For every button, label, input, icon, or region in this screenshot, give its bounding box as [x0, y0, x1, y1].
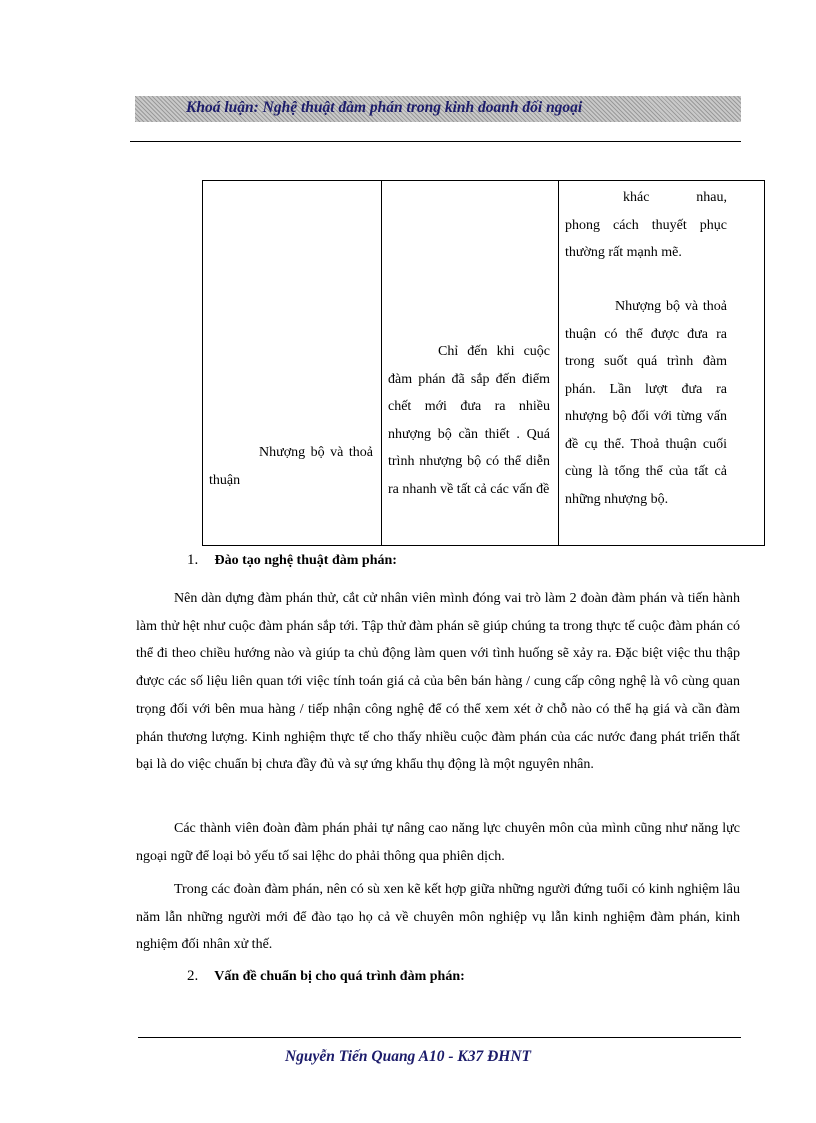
body-paragraph: Trong các đoàn đàm phán, nên có sù xen kẽ kết hợp giữa những người đứng tuổi có kinh nghiệm lâu năm lẫn những người mới để đào tạo họ cả về chuyên môn nghiệp vụ lẫn kinh nghiệm đàm phán, kinh nghiệm đối nhân xử thế.: [136, 882, 740, 953]
section-number: 1.: [187, 552, 199, 568]
table-cell-text: khác nhau,: [623, 190, 727, 205]
section-heading-2: [187, 968, 465, 985]
table-cell-text: Nhượng bộ và thoả thuận có thể được đưa ra trong suốt quá trình đàm phán. Lần lượt đưa ra nhượng bộ đối với từng vấn đề cụ thể. Thoả thuận cuối cùng là tổng thể của tất cả những nhượng bộ.: [565, 299, 727, 507]
section-number: 2.: [187, 968, 199, 984]
table-cell-text: phong cách thuyết phục thường rất mạnh mẽ.: [565, 217, 727, 260]
table-cell-col3-top: [565, 184, 727, 267]
footer-rule: [138, 1037, 741, 1038]
section-title: Vấn đề chuẩn bị cho quá trình đàm phán:: [214, 969, 465, 984]
section-heading-1: [187, 552, 397, 569]
table-cell-text: Chỉ đến khi cuộc đàm phán đã sắp đến điểm chết mới đưa ra nhiều nhượng bộ cần thiết . Quá trình nhượng bộ có thể diễn ra nhanh về tất cả các vấn đề: [388, 344, 550, 497]
table-cell-col3-bottom: [565, 293, 727, 513]
body-paragraph: Các thành viên đoàn đàm phán phải tự nâng cao năng lực chuyên môn của mình cũng như năng lực ngoại ngữ để loại bỏ yếu tố sai lệhc do phải thông qua phiên dịch.: [136, 821, 740, 864]
section-title: Đào tạo nghệ thuật đàm phán:: [214, 553, 397, 568]
page-footer-author: Nguyễn Tiến Quang A10 - K37 ĐHNT: [284, 1048, 531, 1065]
comparison-table: [202, 180, 765, 546]
header-rule: [130, 141, 741, 142]
table-column-divider: [558, 181, 559, 545]
page-header-title: Khoá luận: Nghệ thuật đàm phán trong kinh doanh đối ngoại: [186, 99, 583, 116]
table-cell-col2: [388, 338, 550, 503]
body-paragraph: Nên dàn dựng đàm phán thử, cắt cử nhân viên mình đóng vai trò làm 2 đoàn đàm phán và tiến hành làm thử hệt như cuộc đàm phán sắp tới. Tập thử đàm phán sẽ giúp chúng ta trong thực tế cuộc đàm phán có thể đi theo chiều hướng nào và giúp ta chủ động làm quen với tình huống sẽ xảy ra. Đặc biệt việc thu thập được các số liệu liên quan tới việc tính toán giá cả của bên bán hàng / cung cấp công nghệ là vô cùng quan trọng đối với bên mua hàng / tiếp nhận công nghệ để có thể xem xét ở chỗ nào có thể hạ giá và cần đàm phán thương lượng. Kinh nghiệm thực tế cho thấy nhiều cuộc đàm phán của các nước đang phát triển thất bại là do việc chuẩn bị chưa đầy đủ và sự ứng khẩu thụ động là một nguyên nhân.: [136, 591, 740, 773]
table-cell-criterion: Nhượng bộ và thoả thuận: [209, 445, 373, 488]
table-column-divider: [381, 181, 382, 545]
